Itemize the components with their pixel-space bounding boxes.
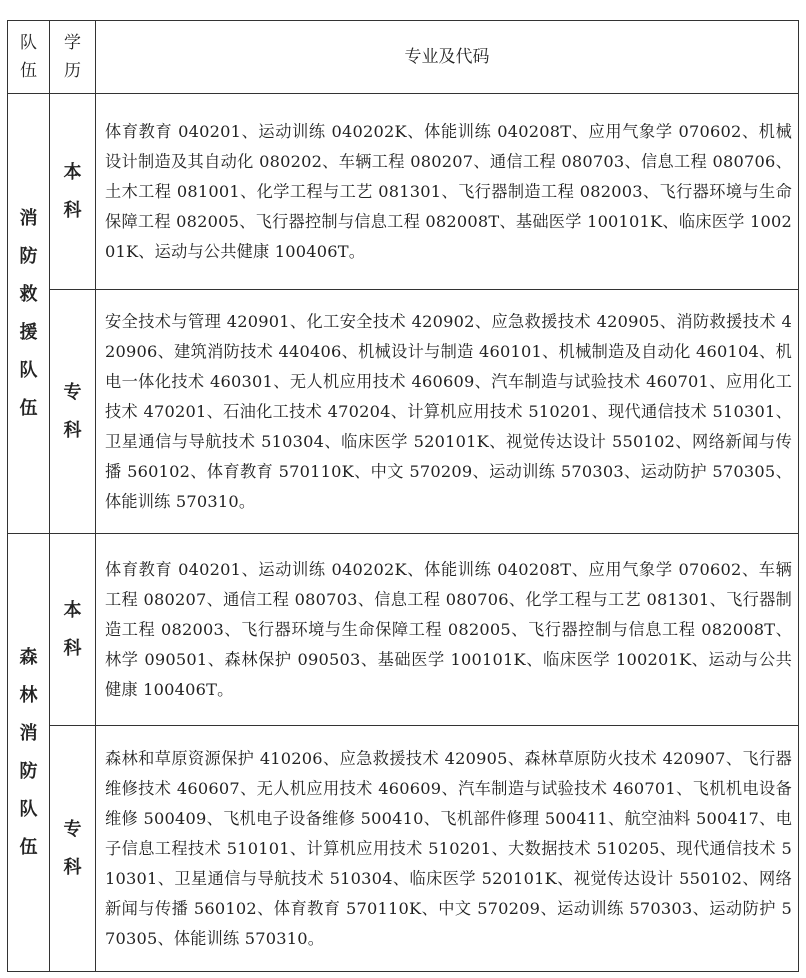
education-cell: 本科 (50, 94, 96, 290)
majors-cell: 安全技术与管理 420901、化工安全技术 420902、应急救援技术 420905、消防救援技术 420906、建筑消防技术 440406、机械设计与制造 460101、机械制造及自动化 460104、机电一体化技术 460301、无人机应用技术 460609、汽车制造与试验技术 460701、应用化工技术 470201、石油化工技术 470204、计算机应用技术 510201、现代通信技术 510301、卫星通信与导航技术 510304、临床医学 520101K、视觉传达设计 550102、网络新闻与传播 560102、体育教育 570110K、中文 570209、运动训练 570303、运动防护 570305、体能训练 570310。 (96, 290, 799, 534)
table-row (8, 726, 799, 972)
header-education: 学历 (50, 21, 96, 94)
team-cell-fire-rescue: 消防救援队伍 (8, 94, 50, 534)
majors-cell: 体育教育 040201、运动训练 040202K、体能训练 040208T、应用气象学 070602、车辆工程 080207、通信工程 080703、信息工程 080706、化学工程与工艺 081301、飞行器制造工程 082003、飞行器环境与生命保障工程 082005、飞行器控制与信息工程 082008T、林学 090501、森林保护 090503、基础医学 100101K、临床医学 100201K、运动与公共健康 100406T。 (96, 534, 799, 726)
majors-cell: 森林和草原资源保护 410206、应急救援技术 420905、森林草原防火技术 420907、飞行器维修技术 460607、无人机应用技术 460609、汽车制造与试验技术 460701、飞机机电设备维修 500409、飞机电子设备维修 500410、飞机部件修理 500411、航空油料 500417、电子信息工程技术 510101、计算机应用技术 510201、大数据技术 510205、现代通信技术 510301、卫星通信与导航技术 510304、临床医学 520101K、视觉传达设计 550102、网络新闻与传播 560102、体育教育 570110K、中文 570209、运动训练 570303、运动防护 570305、体能训练 570310。 (96, 726, 799, 972)
table-row (8, 94, 799, 290)
header-team: 队伍 (8, 21, 50, 94)
table-row (8, 534, 799, 726)
majors-table (7, 20, 799, 972)
table-row (8, 290, 799, 534)
education-cell: 本科 (50, 534, 96, 726)
header-majors: 专业及代码 (96, 21, 799, 94)
education-cell: 专科 (50, 290, 96, 534)
education-cell: 专科 (50, 726, 96, 972)
header-row (8, 21, 799, 94)
team-cell-forest-fire: 森林消防队伍 (8, 534, 50, 972)
majors-cell: 体育教育 040201、运动训练 040202K、体能训练 040208T、应用气象学 070602、机械设计制造及其自动化 080202、车辆工程 080207、通信工程 080703、信息工程 080706、土木工程 081001、化学工程与工艺 081301、飞行器制造工程 082003、飞行器环境与生命保障工程 082005、飞行器控制与信息工程 082008T、基础医学 100101K、临床医学 100201K、运动与公共健康 100406T。 (96, 94, 799, 290)
